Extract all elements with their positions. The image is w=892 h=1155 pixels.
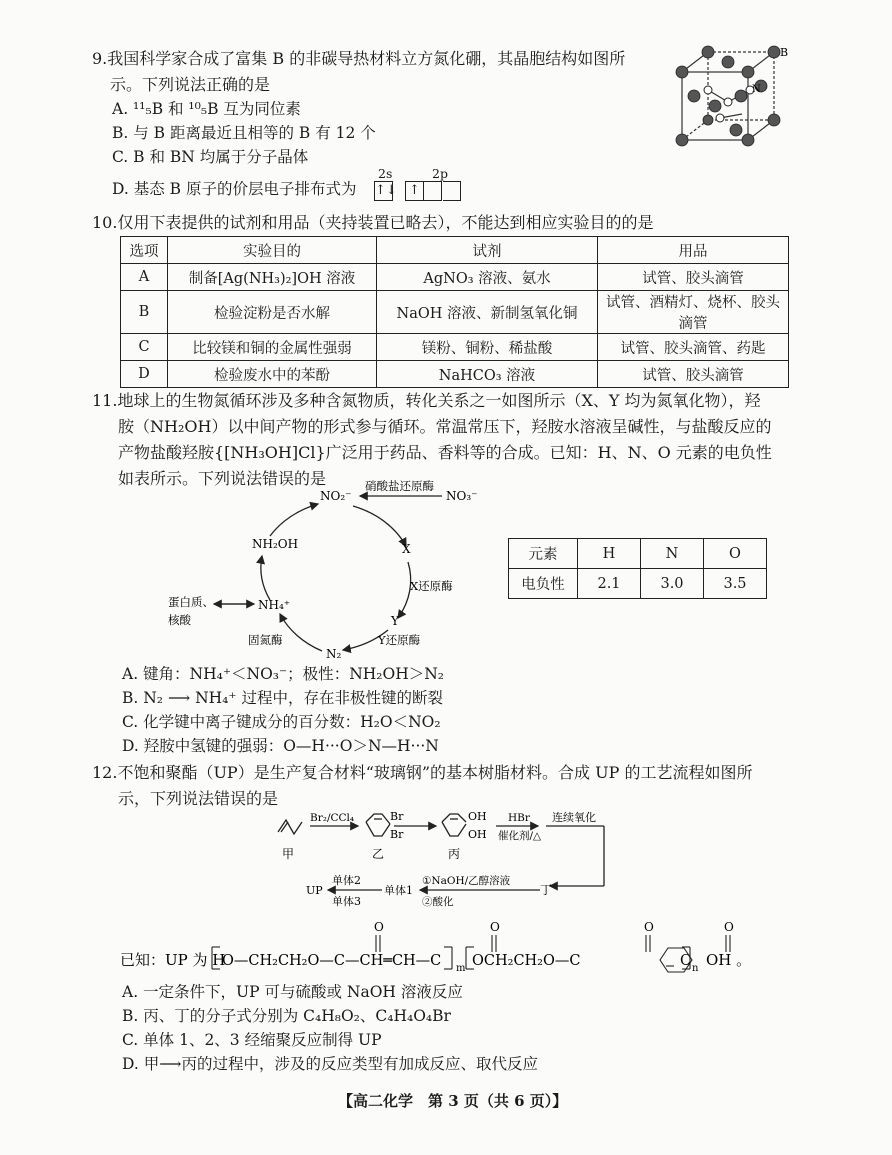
- q11-option-b: B. N₂ ⟶ NH₄⁺ 过程中，存在非极性键的断裂: [122, 689, 443, 707]
- table-cell: B: [121, 291, 168, 334]
- table-cell: 比较镁和铜的金属性强弱: [168, 334, 377, 361]
- formula-segment-2: OCH₂CH₂O—C: [472, 953, 581, 969]
- electronegativity-table: [508, 538, 767, 599]
- table-header-cell: 用品: [598, 237, 789, 264]
- flow-step1: ①NaOH/乙醇溶液: [422, 875, 511, 887]
- flow-reagent-br2: Br₂/CCl₄: [310, 812, 355, 824]
- crystal-label-b: B: [780, 46, 789, 59]
- carbonyl-o-4: O: [724, 920, 734, 934]
- synthesis-flowchart: [270, 810, 620, 910]
- crystal-label-n: N: [752, 84, 761, 95]
- q11-option-c: C. 化学键中离子键成分的百分数：H₂O＜NO₂: [122, 713, 441, 731]
- table-header-row: [121, 237, 789, 264]
- q11-option-d: D. 羟胺中氢键的强弱：O—H···O＞N—H···N: [122, 737, 439, 755]
- cycle-nh4: NH₄⁺: [258, 598, 291, 612]
- table-cell: 试管、胶头滴管、药匙: [598, 334, 789, 361]
- table-cell: 电负性: [509, 569, 578, 599]
- cycle-no3: NO₃⁻: [446, 489, 478, 503]
- flow-step2: ②酸化: [422, 896, 454, 908]
- table-header-cell: H: [578, 539, 641, 569]
- table-header-cell: N: [641, 539, 704, 569]
- up-structure-formula: [120, 915, 800, 973]
- q11-stem-line4: 如表所示。下列说法错误的是: [118, 469, 327, 488]
- q11-stem-line3: 产物盐酸羟胺{[NH₃OH]Cl}广泛用于药品、香料等的合成。已知：H、N、O 元素的电负性: [118, 443, 772, 462]
- flow-oh-2: OH: [468, 828, 487, 841]
- table-cell: D: [121, 361, 168, 388]
- flow-bing: 丙: [448, 847, 461, 861]
- table-row: [121, 361, 789, 388]
- table-cell: 制备[Ag(NH₃)₂]OH 溶液: [168, 264, 377, 291]
- orbital-box-2p-2: [424, 181, 442, 201]
- orbital-box-2s: ↑↓: [374, 181, 393, 201]
- q9-stem-line1: 9.我国科学家合成了富集 B 的非碳导热材料立方氮化硼，其晶胞结构如图所: [92, 49, 626, 68]
- flow-ding: 丁: [540, 883, 553, 897]
- nitrogen-cycle-diagram: [160, 478, 490, 666]
- cycle-y-reductase: Y还原酶: [378, 633, 421, 647]
- flow-jia: 甲: [282, 847, 295, 861]
- crystal-cell-diagram: [664, 44, 794, 156]
- q9-option-b: B. 与 B 距离最近且相等的 B 有 12 个: [112, 124, 376, 142]
- q10-stem: 10.仅用下表提供的试剂和用品（夹持装置已略去），不能达到相应实验目的的是: [92, 213, 654, 232]
- q12-option-d: D. 甲⟶丙的过程中，涉及的反应类型有加成反应、取代反应: [122, 1055, 538, 1073]
- flow-oh-1: OH: [468, 810, 487, 823]
- page-footer: 【高二化学 第 3 页（共 6 页）】: [338, 1092, 568, 1110]
- cycle-y: Y: [391, 614, 399, 628]
- q12-option-b: B. 丙、丁的分子式分别为 C₄H₈O₂、C₄H₄O₄Br: [122, 1007, 451, 1025]
- orbital-box-2p-3: [443, 181, 461, 201]
- cycle-nitrogenase: 固氮酶: [248, 633, 283, 647]
- formula-segment-3: C: [680, 953, 692, 969]
- table-cell: 检验废水中的苯酚: [168, 361, 377, 388]
- table-header-cell: O: [704, 539, 767, 569]
- table-cell: A: [121, 264, 168, 291]
- table-header-cell: 试剂: [377, 237, 598, 264]
- q12-stem-line1: 12.不饱和聚酯（UP）是生产复合材料“玻璃钢”的基本树脂材料。合成 UP 的工艺流程如图所: [92, 763, 753, 782]
- known-suffix: OH 。: [706, 951, 752, 969]
- flow-br-2: Br: [390, 828, 404, 841]
- table-row: [121, 264, 789, 291]
- cycle-x: X: [402, 542, 411, 556]
- table-cell: 3.5: [704, 569, 767, 599]
- orbital-label-2p: 2p: [432, 166, 448, 181]
- table-cell: NaOH 溶液、新制氢氧化铜: [377, 291, 598, 334]
- cycle-no2: NO₂⁻: [320, 489, 352, 503]
- formula-sub-n: n: [692, 963, 699, 973]
- q12-option-c: C. 单体 1、2、3 经缩聚反应制得 UP: [122, 1031, 382, 1049]
- table-row: [121, 291, 789, 334]
- carbonyl-o-2: O: [490, 920, 500, 934]
- flow-reagent-hbr: HBr: [508, 812, 530, 824]
- flow-br-1: Br: [390, 810, 404, 823]
- carbonyl-o-1: O: [374, 920, 384, 934]
- table-cell: 检验淀粉是否水解: [168, 291, 377, 334]
- flow-yi: 乙: [372, 847, 385, 861]
- q10-reagent-table: [120, 236, 789, 388]
- carbonyl-o-3: O: [644, 920, 654, 934]
- table-header-cell: 选项: [121, 237, 168, 264]
- formula-segment-1: O—CH₂CH₂O—C—CH═CH—C: [222, 953, 442, 969]
- q11-stem-line1: 11.地球上的生物氮循环涉及多种含氮物质，转化关系之一如图所示（X、Y 均为氮氧化物），羟: [92, 391, 761, 410]
- q9-option-d: D. 基态 B 原子的价层电子排布式为: [112, 180, 357, 198]
- table-header-cell: 元素: [509, 539, 578, 569]
- table-cell: 2.1: [578, 569, 641, 599]
- formula-sub-m: m: [456, 963, 466, 973]
- table-cell: 试管、胶头滴管: [598, 361, 789, 388]
- table-cell: 镁粉、铜粉、稀盐酸: [377, 334, 598, 361]
- table-cell: 3.0: [641, 569, 704, 599]
- table-cell: 试管、酒精灯、烧杯、胶头滴管: [598, 291, 789, 334]
- flow-continuous-oxidation: 连续氧化: [552, 811, 596, 824]
- orbital-box-2p-1: ↑: [405, 181, 424, 201]
- table-header-row: [509, 539, 767, 569]
- q11-stem-line2: 胺（NH₂OH）以中间产物的形式参与循环。常温常压下，羟胺水溶液呈碱性，与盐酸反应的: [118, 417, 772, 436]
- flow-catalyst: 催化剂/△: [498, 830, 542, 842]
- cycle-x-reductase: X还原酶: [410, 579, 453, 593]
- q9-stem-line2: 示。下列说法正确的是: [110, 75, 271, 94]
- table-cell: 试管、胶头滴管: [598, 264, 789, 291]
- flow-monomer3: 单体3: [332, 895, 361, 908]
- q12-stem-line2: 示，下列说法错误的是: [118, 789, 279, 808]
- orbital-label-2s: 2s: [378, 166, 393, 181]
- table-header-cell: 实验目的: [168, 237, 377, 264]
- known-prefix: 已知：UP 为 H: [120, 951, 226, 969]
- q9-option-a: A. ¹¹₅B 和 ¹⁰₅B 互为同位素: [112, 100, 301, 118]
- flow-up: UP: [306, 884, 323, 897]
- flow-monomer1: 单体1: [384, 884, 413, 897]
- table-cell: AgNO₃ 溶液、氨水: [377, 264, 598, 291]
- q9-option-c: C. B 和 BN 均属于分子晶体: [112, 148, 309, 166]
- cycle-n2: N₂: [326, 647, 342, 661]
- cycle-nh2oh: NH₂OH: [252, 537, 299, 551]
- cycle-protein: 蛋白质、: [168, 595, 214, 609]
- table-row: [121, 334, 789, 361]
- q11-option-a: A. 键角：NH₄⁺＜NO₃⁻；极性：NH₂OH＞N₂: [122, 665, 444, 683]
- cycle-nitrate-reductase: 硝酸盐还原酶: [365, 479, 434, 493]
- cycle-nucleic-acid: 核酸: [168, 613, 191, 627]
- table-row: [509, 569, 767, 599]
- q12-option-a: A. 一定条件下，UP 可与硫酸或 NaOH 溶液反应: [122, 983, 463, 1001]
- table-cell: NaHCO₃ 溶液: [377, 361, 598, 388]
- table-cell: C: [121, 334, 168, 361]
- flow-monomer2: 单体2: [332, 874, 361, 887]
